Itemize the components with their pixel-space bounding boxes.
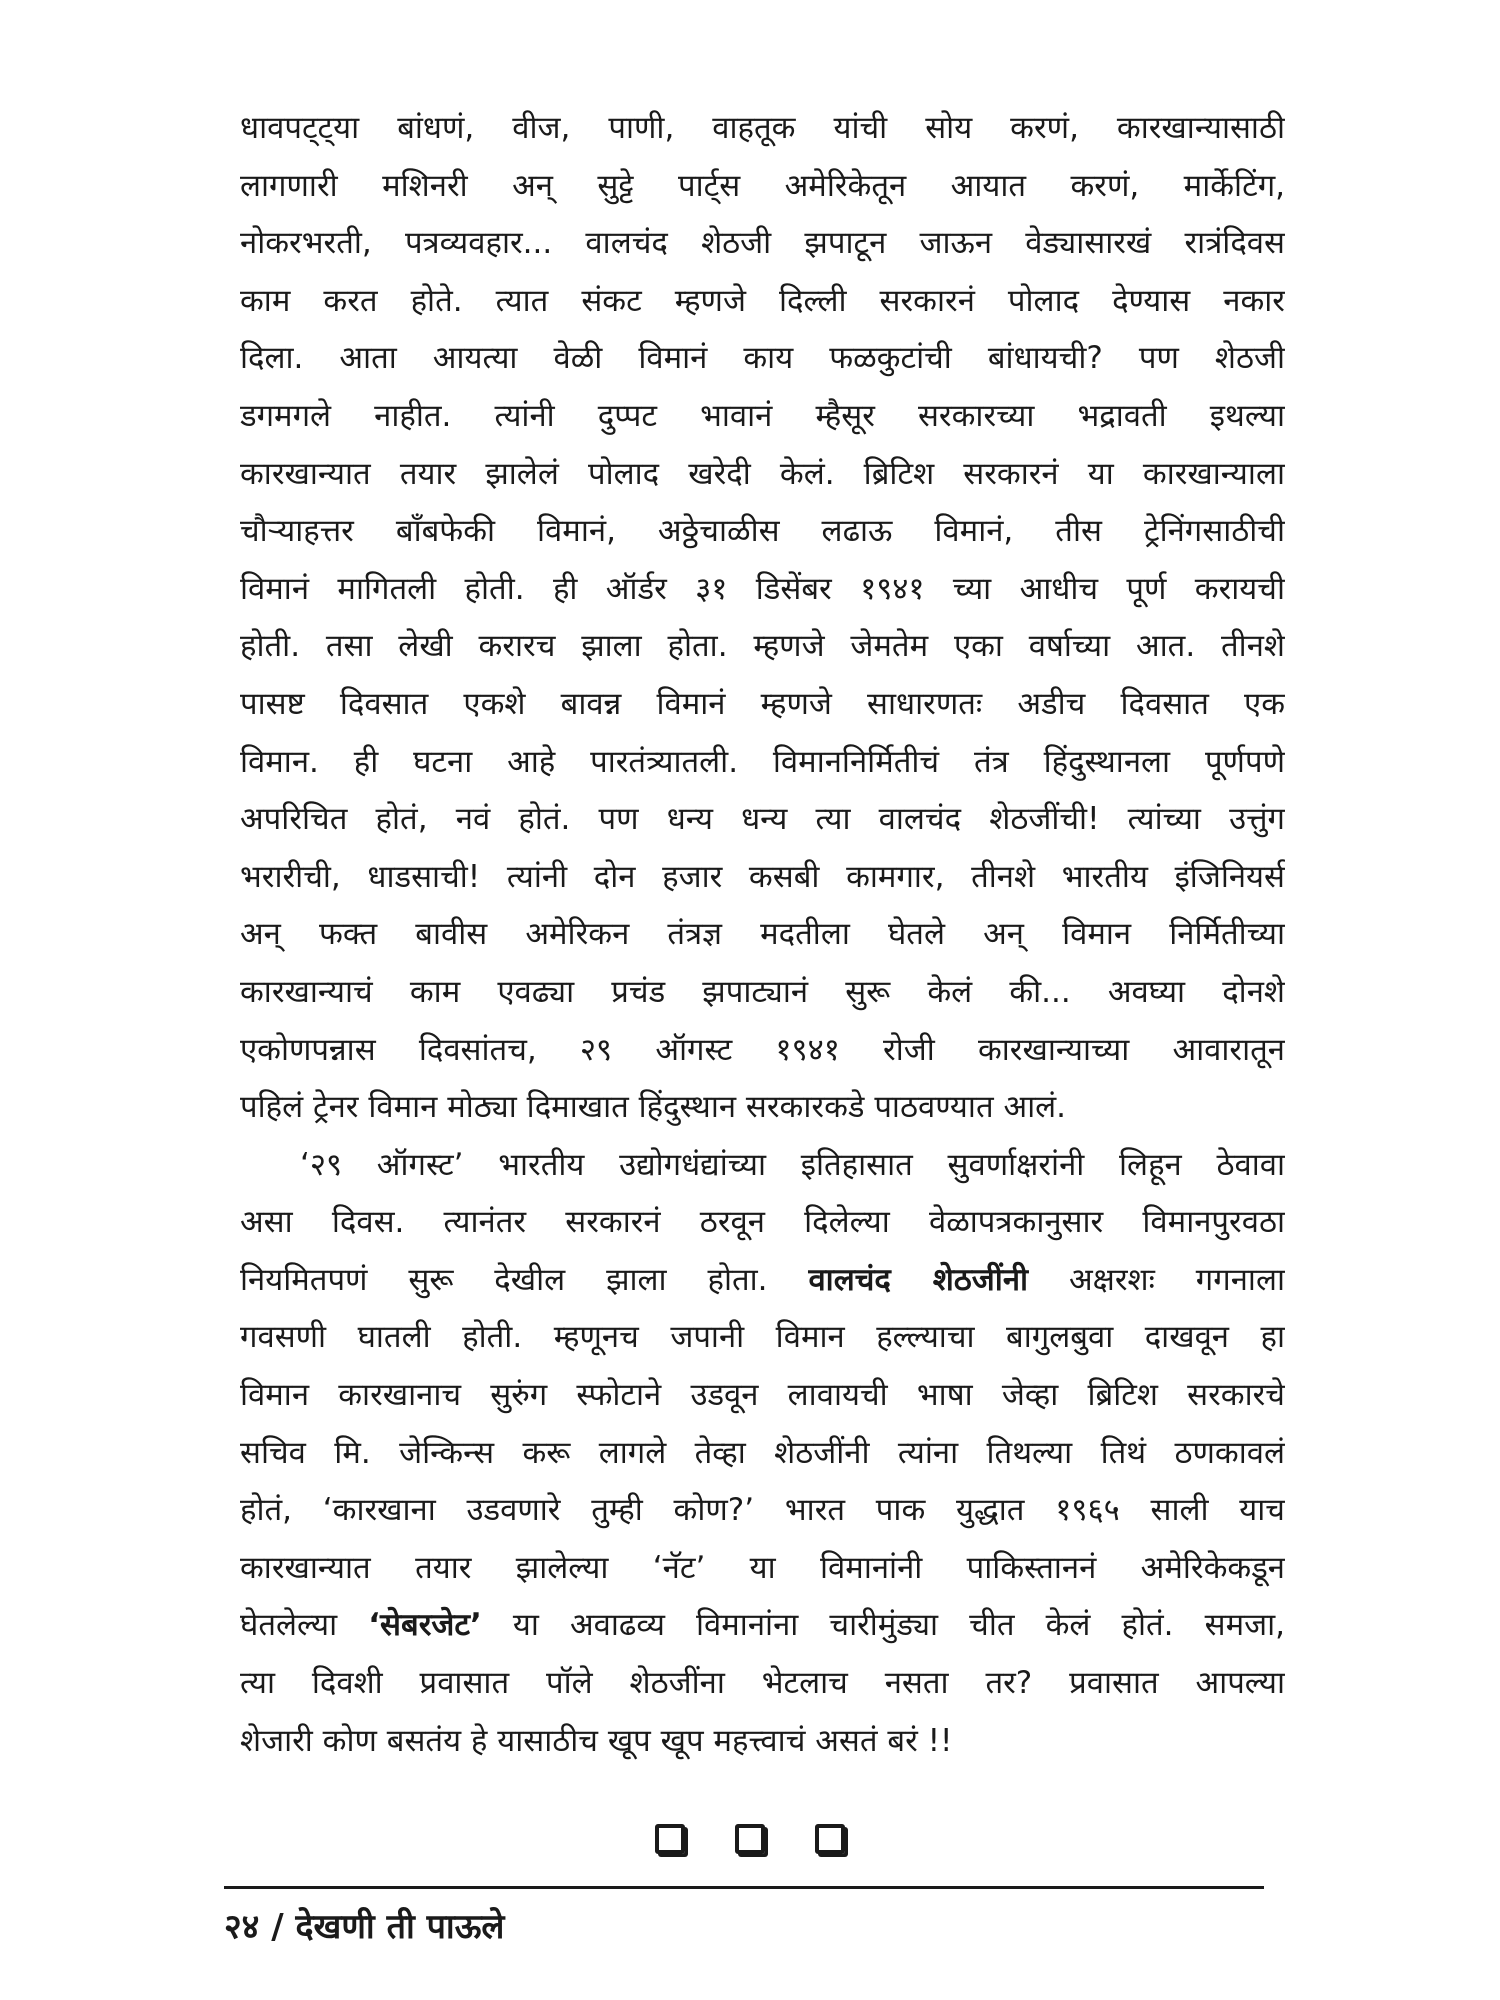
text-line: लागणारी मशिनरी अन् सुट्टे पार्ट्स अमेरिकेतून आयात करणं, मार्केटिंग, (240, 167, 1285, 204)
body-text (240, 100, 1285, 1770)
square-bullet-icon (735, 1824, 765, 1854)
text-line: काम करत होते. त्यात संकट म्हणजे दिल्ली सरकारनं पोलाद देण्यास नकार (240, 282, 1285, 319)
text-line: कारखान्याचं काम एवढ्या प्रचंड झपाट्यानं सुरू केलं की... अवघ्या दोनशे (240, 973, 1285, 1010)
text-line: कारखान्यात तयार झालेलं पोलाद खरेदी केलं. ब्रिटिश सरकारनं या कारखान्याला (240, 455, 1285, 492)
square-bullet-icon (655, 1824, 685, 1854)
bold-name-walchand: वालचंद शेठजींनी (808, 1261, 1029, 1298)
paragraph-start-line: ‘२९ ऑगस्ट’ भारतीय उद्योगधंद्यांच्या इतिहासात सुवर्णाक्षरांनी लिहून ठेवावा (300, 1146, 1285, 1183)
text-line: दिला. आता आयत्या वेळी विमानं काय फळकुटांची बांधायची? पण शेठजी (240, 340, 1285, 377)
text-line: चौऱ्याहत्तर बॉंबफेकी विमानं, अठ्ठेचाळीस लढाऊ विमानं, तीस ट्रेनिंगसाठीची (240, 513, 1285, 550)
text-line: पासष्ट दिवसात एकशे बावन्न विमानं म्हणजे साधारणतः अडीच दिवसात एक (240, 685, 1285, 722)
text-line: अपरिचित होतं, नवं होतं. पण धन्य धन्य त्या वालचंद शेठजींची! त्यांच्या उत्तुंग (240, 801, 1285, 838)
text-line: होतं, ‘कारखाना उडवणारे तुम्ही कोण?’ भारत पाक युद्धात १९६५ साली याच (240, 1492, 1285, 1529)
text-fragment: घेतलेल्या (240, 1607, 338, 1644)
text-line: डगमगले नाहीत. त्यांनी दुप्पट भावानं म्हैसूर सरकारच्या भद्रावती इथल्या (240, 397, 1285, 434)
footer-divider (224, 1886, 1264, 1889)
text-line: गवसणी घातली होती. म्हणूनच जपानी विमान हल्ल्याचा बागुलबुवा दाखवून हा (240, 1319, 1285, 1356)
section-end-ornament (0, 1824, 1500, 1854)
text-line: सचिव मि. जेन्किन्स करू लागले तेव्हा शेठजींनी त्यांना तिथल्या तिथं ठणकावलं (240, 1434, 1285, 1471)
text-line: विमान कारखानाच सुरुंग स्फोटाने उडवून लावायची भाषा जेव्हा ब्रिटिश सरकारचे (240, 1377, 1285, 1414)
text-line: शेजारी कोण बसतंय हे यासाठीच खूप खूप महत्त्वाचं असतं बरं !! (240, 1722, 953, 1759)
page-footer (224, 1905, 504, 1949)
text-fragment: नियमितपणं सुरू देखील झाला होता. (240, 1261, 768, 1298)
text-line: नोकरभरती, पत्रव्यवहार... वालचंद शेठजी झपाटून जाऊन वेड्यासारखं रात्रंदिवस (240, 225, 1285, 262)
text-line: असा दिवस. त्यानंतर सरकारनं ठरवून दिलेल्या वेळापत्रकानुसार विमानपुरवठा (240, 1204, 1285, 1241)
text-line: अन् फक्त बावीस अमेरिकन तंत्रज्ञ मदतीला घेतले अन् विमान निर्मितीच्या (240, 916, 1285, 953)
text-fragment: अक्षरशः गगनाला (1068, 1261, 1285, 1298)
page-number: २४ (224, 1907, 260, 1947)
bold-name-sabrejet: ‘सेबरजेट’ (368, 1607, 482, 1644)
text-line: धावपट्ट्या बांधणं, वीज, पाणी, वाहतूक यांची सोय करणं, कारखान्यासाठी (240, 110, 1285, 146)
text-line: विमानं मागितली होती. ही ऑर्डर ३१ डिसेंबर १९४१ च्या आधीच पूर्ण करायची (240, 570, 1285, 607)
text-line: पहिलं ट्रेनर विमान मोठ्या दिमाखात हिंदुस्थान सरकारकडे पाठवण्यात आलं. (240, 1089, 1067, 1126)
text-line: भरारीची, धाडसाची! त्यांनी दोन हजार कसबी कामगार, तीनशे भारतीय इंजिनियर्स (240, 858, 1285, 895)
text-line: एकोणपन्नास दिवसांतच, २९ ऑगस्ट १९४१ रोजी कारखान्याच्या आवारातून (240, 1031, 1285, 1068)
book-title: देखणी ती पाऊले (295, 1907, 505, 1947)
text-line: त्या दिवशी प्रवासात पॉले शेठजींना भेटलाच नसता तर? प्रवासात आपल्या (240, 1665, 1285, 1702)
text-line: कारखान्यात तयार झालेल्या ‘नॅट’ या विमानांनी पाकिस्ताननं अमेरिकेकडून (240, 1549, 1285, 1586)
footer-separator: / (271, 1907, 284, 1947)
square-bullet-icon (815, 1824, 845, 1854)
text-fragment: या अवाढव्य विमानांना चारीमुंड्या चीत केलं होतं. समजा, (512, 1607, 1285, 1644)
text-line: विमान. ही घटना आहे पारतंत्र्यातली. विमाननिर्मितीचं तंत्र हिंदुस्थानला पूर्णपणे (240, 743, 1285, 780)
text-line-with-emphasis (240, 1252, 1285, 1310)
text-line: होती. तसा लेखी करारच झाला होता. म्हणजे जेमतेम एका वर्षाच्या आत. तीनशे (240, 628, 1285, 665)
text-line-with-emphasis (240, 1597, 1285, 1655)
